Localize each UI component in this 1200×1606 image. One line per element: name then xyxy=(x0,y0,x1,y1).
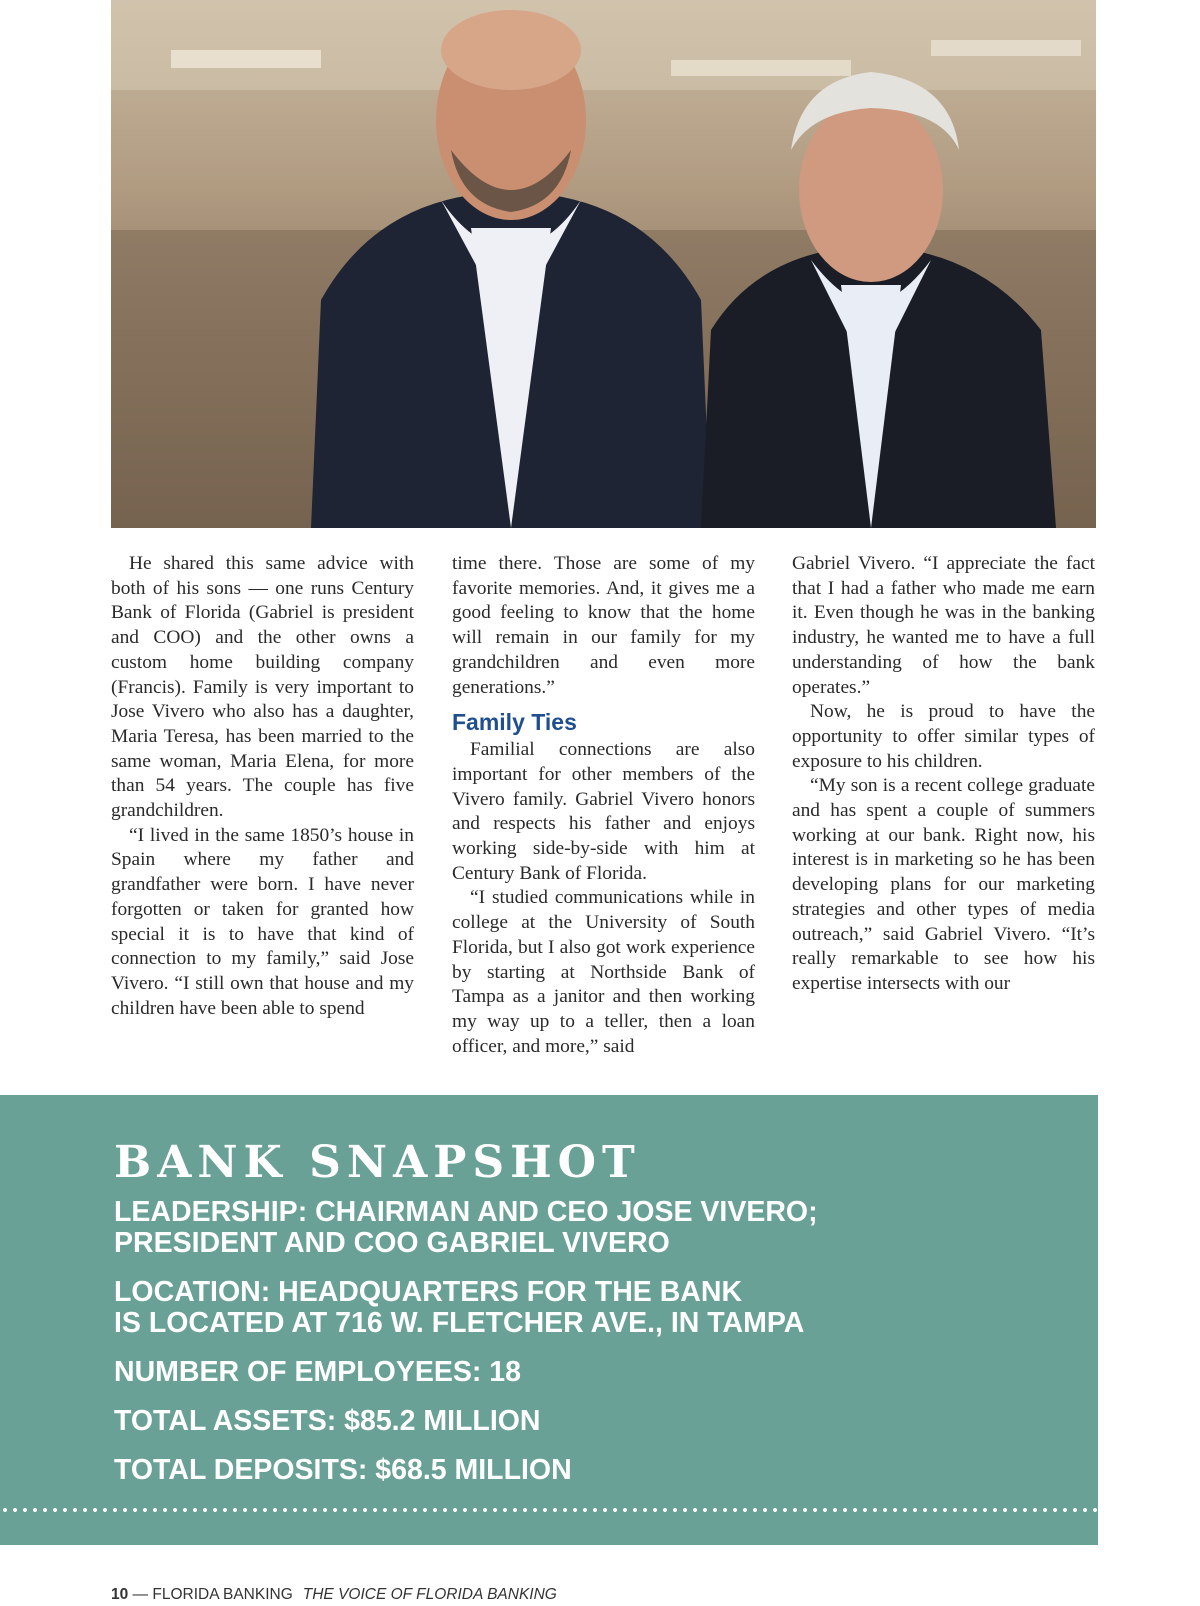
paragraph: Familial connections are also important for other members of the Vivero family. Gabriel Vivero honors and respects his father and enjoys working side-by-side with him at Century Bank of Florida. xyxy=(452,739,755,884)
paragraph: He shared this same advice with both of his sons — one runs Century Bank of Florida (Gabriel is president and COO) and the other owns a custom home building company (Francis). Family is very important to Jose Vivero who also has a daughter, Maria Teresa, has been married to the same woman, Maria Elena, for more than 54 years. The couple has five grandchildren. xyxy=(111,553,414,822)
paragraph: “I studied communications while in college at the University of South Florida, but I also got work experience by starting at Northside Bank of Tampa as a janitor and then working my way up to a teller, then a loan officer, and more,” said xyxy=(452,887,755,1057)
article-column-2 xyxy=(452,552,755,1059)
snapshot-item-assets: TOTAL ASSETS: $85.2 MILLION xyxy=(114,1405,541,1437)
snapshot-item-deposits: TOTAL DEPOSITS: $68.5 MILLION xyxy=(114,1454,572,1486)
paragraph: Gabriel Vivero. “I appreciate the fact that I had a father who made me earn it. Even though he was in the banking industry, he wanted me to have a full understanding of how the bank operates.” xyxy=(792,553,1095,698)
publication-name: — FLORIDA BANKING xyxy=(128,1586,293,1603)
snapshot-item-location: LOCATION: HEADQUARTERS FOR THE BANK IS LOCATED AT 716 W. FLETCHER AVE., IN TAMPA xyxy=(114,1276,805,1339)
article-column-3 xyxy=(792,552,1095,997)
two-men-photo xyxy=(111,0,1096,528)
snapshot-list xyxy=(114,1197,1074,1504)
paragraph: Now, he is proud to have the opportunity to offer similar types of exposure to his children. xyxy=(792,701,1095,772)
snapshot-title: BANK SNAPSHOT xyxy=(114,1137,641,1188)
dotted-divider xyxy=(0,1507,1098,1513)
publication-tagline: THE VOICE OF FLORIDA BANKING xyxy=(302,1586,557,1603)
bank-snapshot-box xyxy=(0,1095,1098,1545)
article-column-1 xyxy=(111,552,414,1021)
page-number: 10 xyxy=(111,1586,129,1603)
paragraph: “I lived in the same 1850’s house in Spain where my father and grandfather were born. I have never forgotten or taken for granted how special it is to have that kind of connection to my family,” said Jose Vivero. “I still own that house and my children have been able to spend xyxy=(111,824,414,1019)
paragraph: “My son is a recent college graduate and has spent a couple of summers working at our bank. Right now, his interest is in marketing so he has been developing plans for our marketing strategies and other types of media outreach,” said Gabriel Vivero. “It’s really remarkable to see how his expertise intersects with our xyxy=(792,775,1095,994)
article-photo xyxy=(111,0,1096,528)
paragraph: time there. Those are some of my favorite memories. And, it gives me a good feeling to know that the home will remain in our family for my grandchildren and even more generations.” xyxy=(452,553,755,698)
section-subhead: Family Ties xyxy=(452,709,577,736)
snapshot-item-employees: NUMBER OF EMPLOYEES: 18 xyxy=(114,1356,521,1388)
snapshot-item-leadership: LEADERSHIP: CHAIRMAN AND CEO JOSE VIVERO; PRESIDENT AND COO GABRIEL VIVERO xyxy=(114,1196,818,1259)
page-footer xyxy=(111,1586,557,1604)
